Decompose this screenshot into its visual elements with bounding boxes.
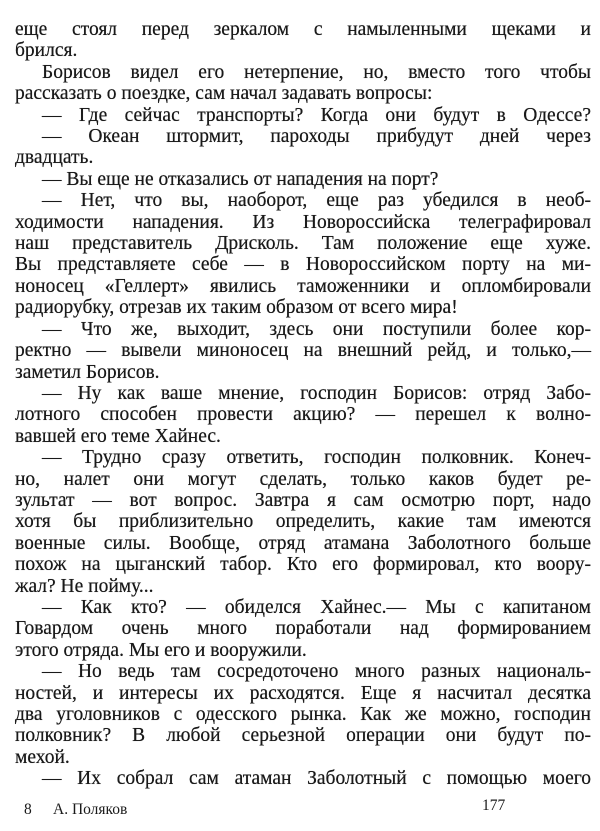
text-line: Говардом очень много поработали над формированием <box>15 618 591 640</box>
text-line: жал? Не пойму... <box>15 575 154 597</box>
text-line: хотя бы приблизительно определить, какие там имеются <box>15 511 591 533</box>
text-line: — Но ведь там сосредоточено много разных националь- <box>42 661 591 683</box>
text-line: ноносец «Геллерт» явились таможенники и опломбировали <box>15 275 591 297</box>
text-line: но, налет они могут сделать, только каков будет ре- <box>15 468 591 490</box>
text-line: заметил Борисов. <box>15 361 160 383</box>
text-line: — Нет, что вы, наоборот, еще раз убедился в необ- <box>42 190 591 212</box>
text-line: — Ну как ваше мнение, господин Борисов: отряд Забо- <box>42 382 591 404</box>
text-line: мехой. <box>15 746 70 768</box>
page-body-text <box>15 19 591 790</box>
text-line: ходимости нападения. Из Новороссийска телеграфировал <box>15 211 591 233</box>
text-line: зультат — вот вопрос. Завтра я сам осмотрю порт, надо <box>15 489 591 511</box>
text-line: — Трудно сразу ответить, господин полковник. Конеч- <box>42 447 591 469</box>
text-line: двадцать. <box>15 147 94 169</box>
text-line: — Океан штормит, пароходы прибудут дней через <box>42 126 591 148</box>
author-name: А. Поляков <box>53 801 128 818</box>
text-line: похож на цыганский табор. Кто его формировал, кто воору- <box>15 554 591 576</box>
text-line: рассказать о поездке, сам начал задавать вопросы: <box>15 83 433 105</box>
text-line: ностей, и интересы их расходятся. Еще я насчитал десятка <box>15 682 591 704</box>
text-line: — Вы еще не отказались от нападения на порт? <box>42 168 439 190</box>
text-line: военные силы. Вообще, отряд атамана Заболотного больше <box>15 532 591 554</box>
printer-signature-mark: 8 <box>24 801 32 818</box>
text-line: лотного способен провести акцию? — перешел к волно- <box>15 404 591 426</box>
text-line: Борисов видел его нетерпение, но, вместо того чтобы <box>42 61 591 83</box>
text-line: вавшей его теме Хайнес. <box>15 425 221 447</box>
text-line: этого отряда. Мы его и вооружили. <box>15 639 307 661</box>
text-line: радиорубку, отрезав их таким образом от всего мира! <box>15 297 458 319</box>
text-line: два уголовников с одесского рынка. Как же можно, господин <box>15 704 591 725</box>
text-line: брился. <box>15 40 78 62</box>
page-footer <box>0 797 600 821</box>
text-line: наш представитель Дрисколь. Там положение еще хуже. <box>15 233 591 255</box>
text-line: полковник? В любой серьезной операции они будут по- <box>15 725 591 747</box>
text-line: — Как кто? — обиделся Хайнес.— Мы с капитаном <box>42 596 591 618</box>
text-line: — Что же, выходит, здесь они поступили более кор- <box>42 318 591 340</box>
text-line: ректно — вывели миноносец на внешний рейд, и только,— <box>15 340 591 362</box>
page-number: 177 <box>482 797 506 814</box>
text-line: еще стоял перед зеркалом с намыленными щеками и <box>15 19 591 40</box>
text-line: — Их собрал сам атаман Заболотный с помощью моего <box>42 768 591 790</box>
text-line: Вы представляете себе — в Новороссийском порту на ми- <box>15 254 591 276</box>
text-line: — Где сейчас транспорты? Когда они будут в Одессе? <box>42 104 591 126</box>
